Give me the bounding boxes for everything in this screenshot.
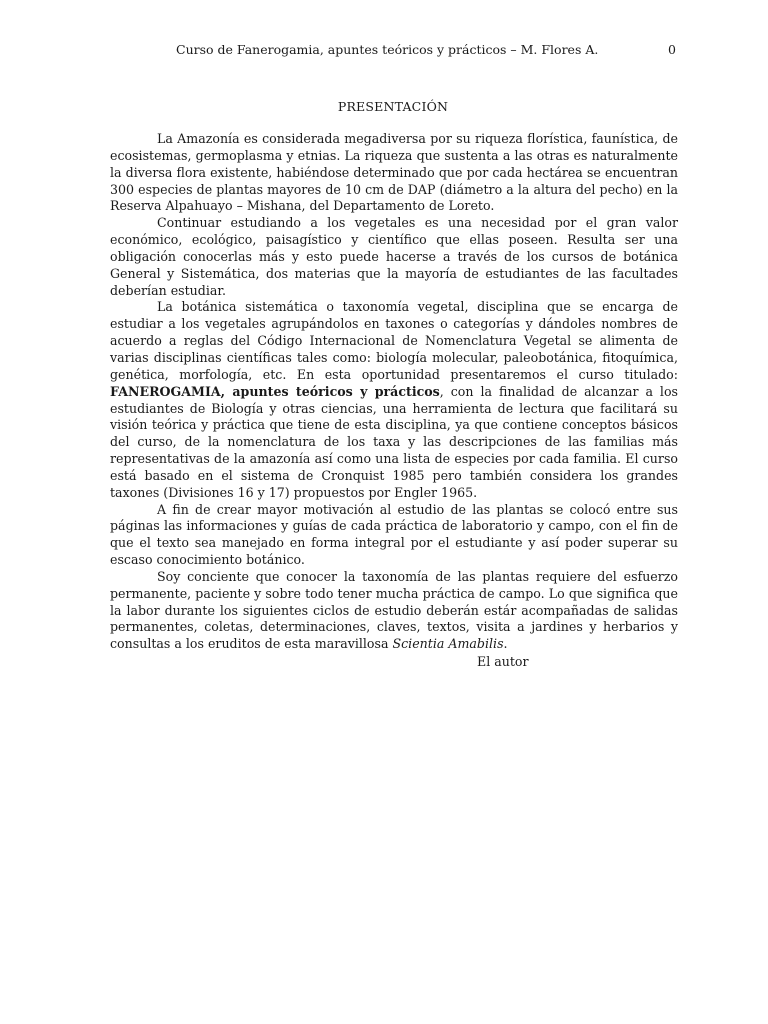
body-text bbox=[110, 131, 678, 653]
paragraph-3-text-start: La botánica sistemática o taxonomía vegetal, disciplina que se encarga de estudiar a los vegetales agrupándolos en taxones o categorías y dándoles nombres de acuerdo a reglas del Código Internacional de Nomenclatura Vegetal se alimenta de varias disciplinas científicas tales como: biología molecular, paleobotánica, fitoquímica, genética, morfología, etc. En esta oportunidad presentaremos el curso titulado: bbox=[110, 299, 678, 382]
section-title: PRESENTACIÓN bbox=[337, 99, 449, 114]
paragraph-5-text-end: . bbox=[503, 636, 508, 652]
paragraph-3-text-end: , con la finalidad de alcanzar a los estudiantes de Biología y otras ciencias, una herramienta de lectura que facilitará su visión teórica y práctica que tiene de esta disciplina, ya que contiene conceptos básicos del curso, de la nomenclatura de los taxa y las descripciones de las familias más representativas de la amazonía así como una lista de especies por cada familia. El curso está basado en el sistema de Cronquist 1985 pero también considera los grandes taxones (Divisiones 16 y 17) propuestos por Engler 1965. bbox=[110, 383, 678, 500]
paragraph-4: A fin de crear mayor motivación al estudio de las plantas se colocó entre sus páginas las informaciones y guías de cada práctica de laboratorio y campo, con el fin de que el texto sea manejado en forma integral por el estudiante y así poder superar su escaso conocimiento botánico. bbox=[110, 501, 678, 568]
header-title: Curso de Fanerogamia, apuntes teóricos y prácticos – M. Flores A. bbox=[176, 42, 599, 57]
scientia-amabilis-italic: Scientia Amabilis bbox=[392, 636, 504, 652]
paragraph-3 bbox=[110, 299, 678, 501]
paragraph-5-text-start: Soy conciente que conocer la taxonomía de las plantas requiere del esfuerzo permanente, paciente y sobre todo tener mucha práctica de campo. Lo que significa que la labor durante los siguientes ciclos de estudio deberán estár acompañadas de salidas permanentes, coletas, determinaciones, claves, textos, visita a jardines y herbarios y consultas a los eruditos de esta maravillosa bbox=[110, 568, 678, 652]
signature: El autor bbox=[477, 654, 529, 669]
course-title-bold: FANEROGAMIA, apuntes teóricos y prácticos bbox=[110, 383, 440, 399]
paragraph-1: La Amazonía es considerada megadiversa por su riqueza florística, faunística, de ecosistemas, germoplasma y etnias. La riqueza que sustenta a las otras es naturalmente la diversa flora existente, habiéndose determinado que por cada hectárea se encuentran 300 especies de plantas mayores de 10 cm de DAP (diámetro a la altura del pecho) en la Reserva Alpahuayo – Mishana, del Departamento de Loreto. bbox=[110, 131, 678, 214]
paragraph-5 bbox=[110, 569, 678, 653]
page-number: 0 bbox=[668, 42, 676, 57]
paragraph-2: Continuar estudiando a los vegetales es una necesidad por el gran valor económico, ecológico, paisagístico y científico que ellas poseen. Resulta ser una obligación conocerlas más y esto puede hacerse a través de los cursos de botánica General y Sistemática, dos materias que la mayoría de estudiantes de las facultades deberían estudiar. bbox=[110, 215, 678, 298]
page-header bbox=[0, 40, 768, 60]
